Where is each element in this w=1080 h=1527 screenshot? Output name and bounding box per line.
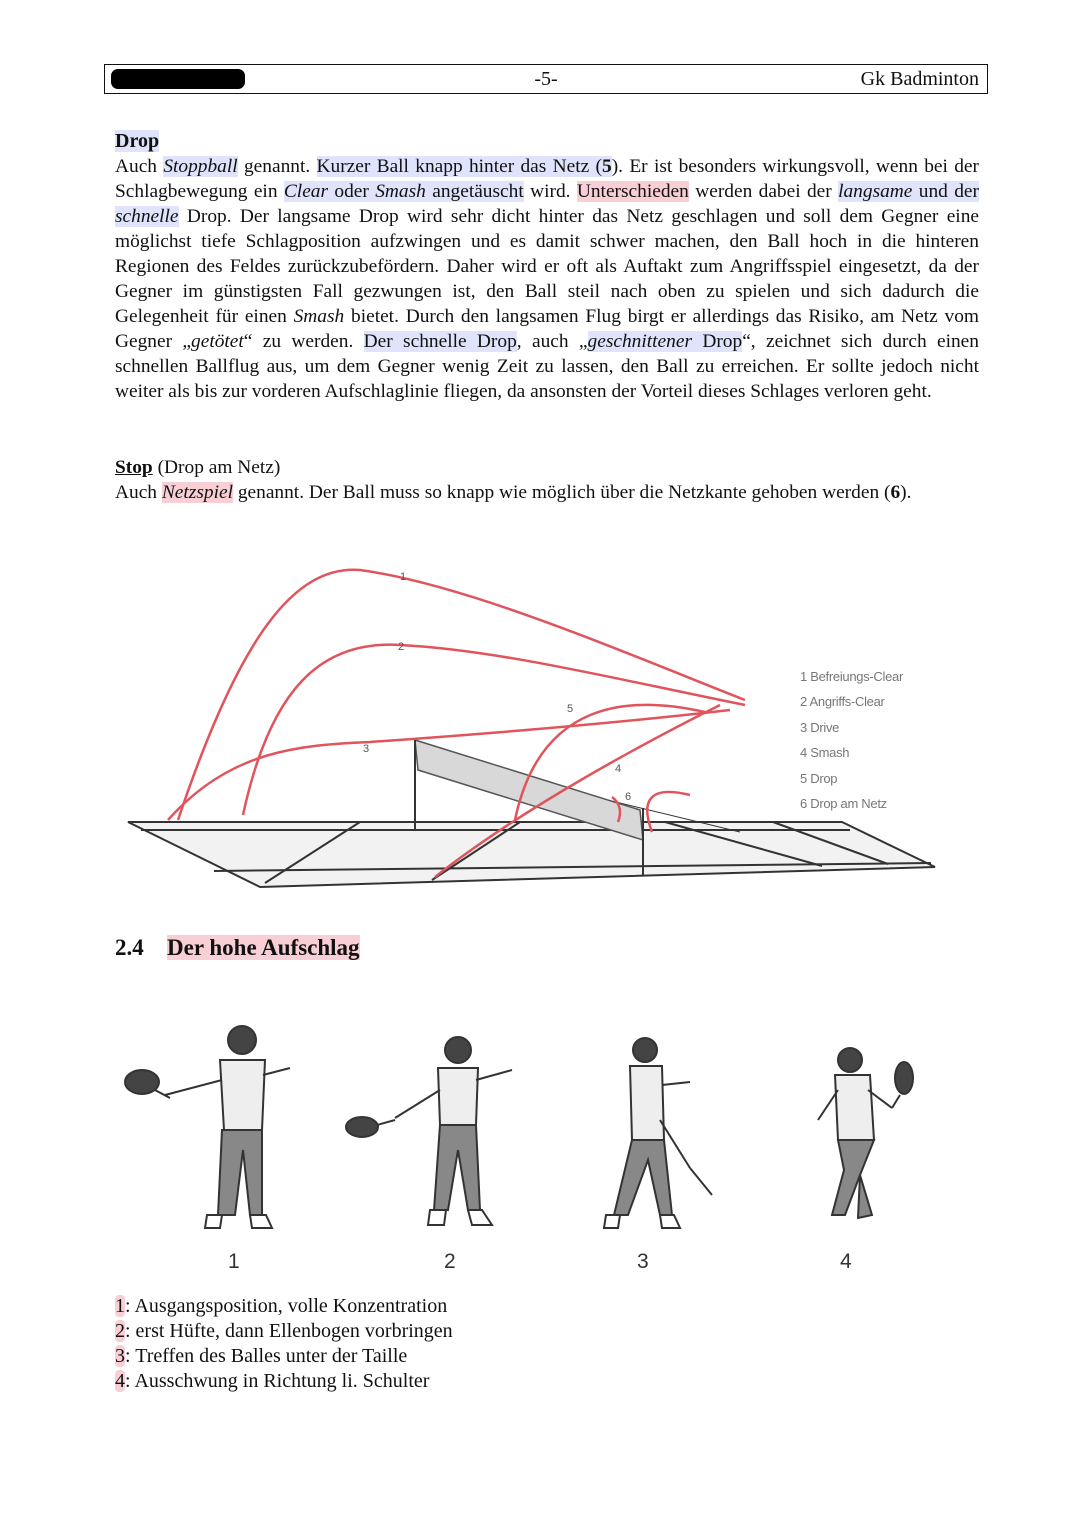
legend-item: 6 Drop am Netz	[800, 796, 887, 812]
trajectory-number: 4	[615, 763, 622, 775]
drop-title: Drop	[115, 130, 160, 152]
legend-item: 2 Angriffs-Clear	[800, 694, 885, 710]
section-title: Der hohe Aufschlag	[167, 935, 360, 960]
caption-line: 1: Ausgangsposition, volle Konzentration	[115, 1295, 448, 1317]
trajectory-number: 1	[400, 571, 407, 583]
figure-label: 2	[444, 1250, 456, 1273]
trajectory-number: 6	[625, 791, 632, 803]
legend-item: 4 Smash	[800, 745, 850, 761]
trajectory-number: 3	[363, 743, 370, 755]
serve-figure-3	[604, 1038, 712, 1228]
trajectory-number: 5	[567, 703, 574, 715]
serve-figure-4	[818, 1048, 913, 1218]
legend-item: 1 Befreiungs-Clear	[800, 669, 903, 684]
figure-label: 4	[840, 1250, 852, 1273]
court-outline	[128, 822, 935, 887]
section-heading	[115, 935, 360, 961]
figure-label: 1	[228, 1250, 240, 1273]
drop-paragraph: Auch Stoppball genannt. Kurzer Ball knapp hinter das Netz (5). Er ist besonders wirkungsvoll, wenn bei der Schlagbewegung ein Clear oder Smash angetäuscht wird. Unterschieden werden dabei der langsame und der schnelle Drop. Der langsame Drop wird sehr dicht hinter das Netz geschlagen und soll dem Gegner eine möglichst tiefe Schlagposition aufzwingen und es damit schwer machen, den Ball hoch in die hinteren Regionen des Feldes zurückzubefördern. Daher wird er oft als Auftakt zum Angriffsspiel eingesetzt, da der Gegner im günstigsten Fall gezwungen ist, den Ball steil nach oben zu spielen und sich dadurch die Gelegenheit für einen Smash bietet. Durch den langsamen Flug birgt er allerdings das Risiko, am Netz vom Gegner „getötet“ zu werden. Der schnelle Drop, auch „geschnittener Drop“, zeichnet sich durch einen schnellen Ballflug aus, um dem Gegner wenig Zeit zu lassen, den Ball zu erreichen. Er sollte jedoch nicht weiter als bis zur vorderen Aufschlaglinie fliegen, da ansonsten der Vorteil dieses Schlages verloren geht.	[115, 156, 979, 402]
serve-figure-2	[346, 1037, 512, 1225]
page-number: -5-	[534, 68, 558, 90]
caption-line: 4: Ausschwung in Richtung li. Schulter	[115, 1370, 430, 1392]
trajectory-number: 2	[398, 641, 405, 653]
legend-item: 5 Drop	[800, 770, 838, 786]
diagram-legend	[800, 664, 903, 816]
section-number: 2.4	[115, 935, 144, 960]
course-title: Gk Badminton	[860, 68, 979, 90]
stop-paragraph: Auch Netzspiel genannt. Der Ball muss so knapp wie möglich über die Netzkante gehoben werden (6).	[115, 482, 912, 503]
figure-label: 3	[637, 1250, 649, 1273]
caption-line: 3: Treffen des Balles unter der Taille	[115, 1345, 408, 1367]
serve-figure-1	[125, 1026, 290, 1228]
stop-title: Stop (Drop am Netz)	[115, 457, 281, 478]
serve-captions	[115, 1294, 453, 1394]
legend-item: 3 Drive	[800, 719, 840, 735]
caption-line: 2: erst Hüfte, dann Ellenbogen vorbringen	[115, 1320, 453, 1342]
